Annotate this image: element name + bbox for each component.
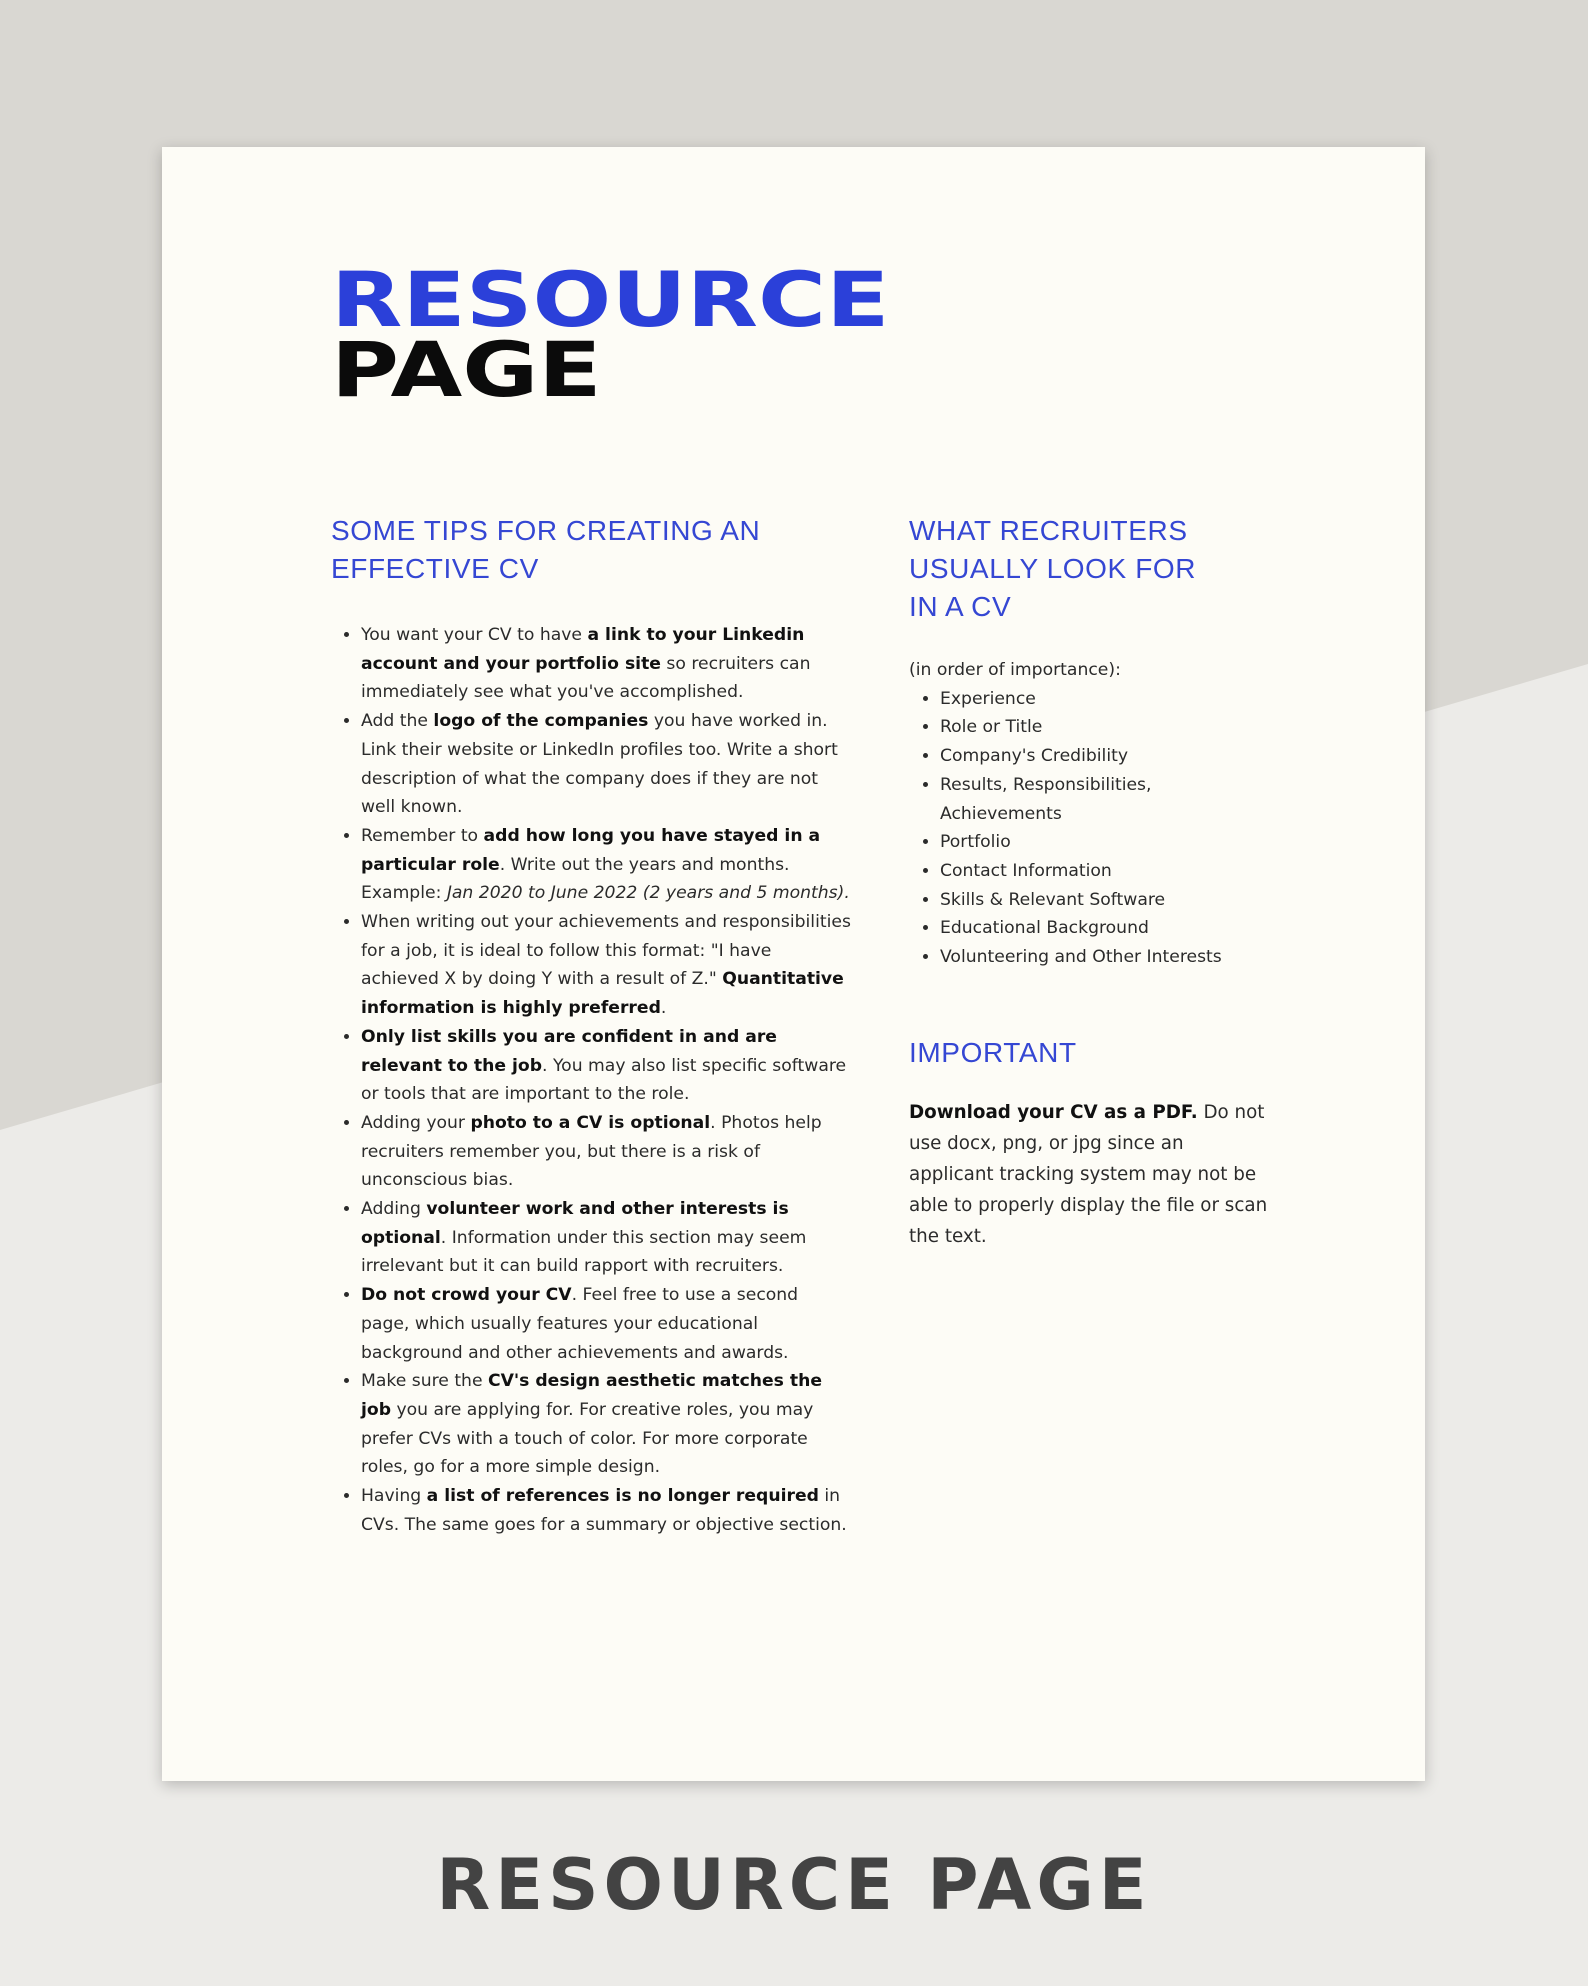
page-title xyxy=(331,255,890,414)
list-item: • Volunteering and Other Interests xyxy=(940,943,1269,972)
list-item: • Having a list of references is no longer required in CVs. The same goes for a summary or objective section. xyxy=(361,1482,851,1539)
list-item: • Do not crowd your CV. Feel free to use a second page, which usually features your educational background and other achievements and awards. xyxy=(361,1281,851,1367)
list-item: • Skills & Relevant Software xyxy=(940,886,1269,915)
list-item: • Portfolio xyxy=(940,828,1269,857)
list-item: • Remember to add how long you have stayed in a particular role. Write out the years and months. Example: Jan 2020 to June 2022 (2 years and 5 months). xyxy=(361,822,851,908)
list-item: • Add the logo of the companies you have worked in. Link their website or LinkedIn profiles too. Write a short description of what the company does if they are not well known. xyxy=(361,707,851,822)
list-item: • Results, Responsibilities, Achievements xyxy=(940,771,1269,828)
list-item: • Experience xyxy=(940,685,1269,714)
tips-heading: SOME TIPS FOR CREATING AN EFFECTIVE CV xyxy=(331,515,761,584)
order-note: (in order of importance): xyxy=(909,660,1121,680)
tips-list xyxy=(331,621,851,1540)
page-title-line1: RESOURCE xyxy=(331,255,890,344)
recruiters-list xyxy=(909,685,1269,972)
list-item: • Adding your photo to a CV is optional. Photos help recruiters remember you, but there is a risk of unconscious bias. xyxy=(361,1109,851,1195)
document-page xyxy=(162,147,1425,1781)
recruiters-heading: WHAT RECRUITERS USUALLY LOOK FOR IN A CV xyxy=(909,515,1197,622)
list-item: • Adding volunteer work and other interests is optional. Information under this section may seem irrelevant but it can build rapport with recruiters. xyxy=(361,1195,851,1281)
page-title-line2: PAGE xyxy=(331,325,602,414)
list-item: • Company's Credibility xyxy=(940,742,1269,771)
important-text: Download your CV as a PDF. Do not use docx, png, or jpg since an applicant tracking system may not be able to properly display the file or scan the text. xyxy=(909,1101,1268,1247)
important-heading: IMPORTANT xyxy=(909,1036,1077,1068)
list-item: • Only list skills you are confident in and are relevant to the job. You may also list specific software or tools that are important to the role. xyxy=(361,1023,851,1109)
recruiters-section xyxy=(909,512,1269,1252)
list-item: • You want your CV to have a link to your Linkedin account and your portfolio site so recruiters can immediately see what you've accomplished. xyxy=(361,621,851,707)
list-item: • Role or Title xyxy=(940,713,1269,742)
list-item: • When writing out your achievements and responsibilities for a job, it is ideal to follow this format: "I have achieved X by doing Y with a result of Z." Quantitative information is highly preferred. xyxy=(361,908,851,1023)
list-item: • Educational Background xyxy=(940,914,1269,943)
list-item: • Contact Information xyxy=(940,857,1269,886)
footer-title: RESOURCE PAGE xyxy=(436,1844,1152,1926)
list-item: • Make sure the CV's design aesthetic matches the job you are applying for. For creative roles, you may prefer CVs with a touch of color. For more corporate roles, go for a more simple design. xyxy=(361,1367,851,1482)
tips-section xyxy=(331,512,851,1540)
